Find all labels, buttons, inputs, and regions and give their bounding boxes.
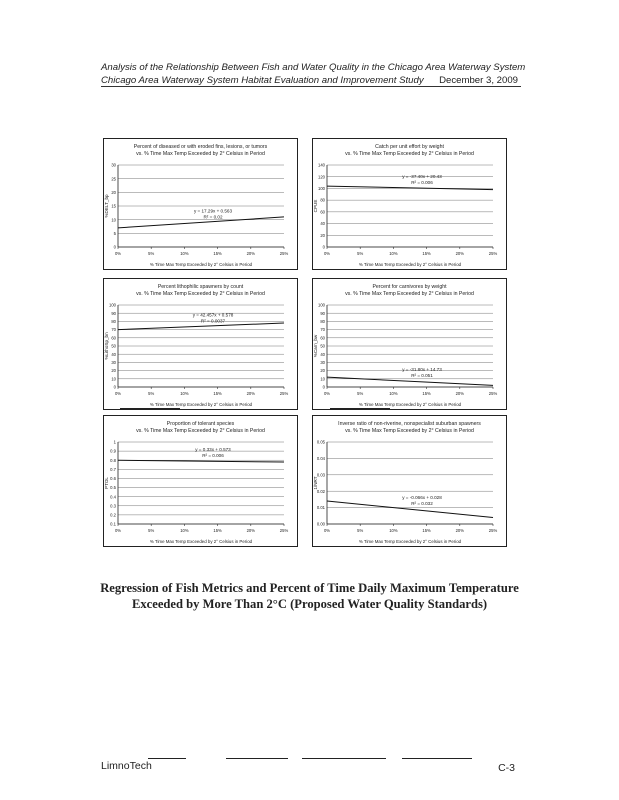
y-axis-label: %Carn_bw bbox=[313, 334, 318, 358]
x-tick-label: 15% bbox=[213, 528, 222, 533]
y-tick-label: 0 bbox=[322, 384, 325, 390]
y-tick-label: 80 bbox=[111, 319, 116, 324]
x-tick-label: 20% bbox=[455, 528, 464, 533]
y-tick-label: 50 bbox=[320, 343, 325, 349]
footer-company: LimnoTech bbox=[101, 760, 152, 772]
y-tick-label: 0.7 bbox=[110, 466, 116, 472]
y-tick-label: 0.3 bbox=[110, 503, 116, 509]
chart-panel-3 bbox=[103, 278, 298, 410]
y-tick-label: 40 bbox=[111, 351, 116, 357]
trend-line bbox=[118, 217, 284, 228]
chart-subtitle: vs. % Time Max Temp Exceeded by 2° Celsius in Period bbox=[136, 428, 265, 434]
y-tick-label: 0.4 bbox=[110, 494, 116, 500]
y-tick-label: 0 bbox=[113, 244, 116, 250]
y-tick-label: 60 bbox=[111, 335, 116, 341]
regression-equation: y = 0.33x + 0.573 bbox=[195, 447, 231, 453]
y-tick-label: 40 bbox=[320, 221, 325, 227]
y-axis-label: PTOL bbox=[104, 477, 109, 489]
header-subtitle: Chicago Area Waterway System Habitat Evaluation and Improvement Study bbox=[101, 75, 424, 86]
trend-line bbox=[327, 501, 493, 517]
r-squared: R² = 0.006 bbox=[411, 179, 433, 185]
x-tick-label: 20% bbox=[455, 251, 464, 256]
chart-svg bbox=[313, 279, 506, 409]
x-tick-label: 15% bbox=[422, 391, 431, 396]
chart-panel-5 bbox=[103, 415, 298, 547]
regression-equation: y = -31.80x + 14.73 bbox=[402, 367, 442, 372]
y-tick-label: 50 bbox=[111, 343, 116, 349]
y-tick-label: 80 bbox=[320, 197, 325, 203]
chart-title: Percent lithophilic spawners by count bbox=[157, 284, 244, 290]
y-tick-label: 30 bbox=[111, 360, 116, 365]
y-axis-label: %LithoSp_bn bbox=[104, 332, 109, 360]
y-tick-label: 0.2 bbox=[110, 512, 116, 518]
header-date: December 3, 2009 bbox=[439, 75, 518, 86]
x-tick-label: 25% bbox=[279, 251, 289, 256]
chart-title: Percent of diseased or with eroded fins, lesions, or tumors bbox=[133, 144, 268, 150]
y-tick-label: 0.02 bbox=[316, 488, 325, 494]
panel-rule bbox=[120, 408, 180, 409]
y-tick-label: 30 bbox=[320, 360, 325, 365]
y-tick-label: 90 bbox=[111, 310, 116, 316]
y-tick-label: 20 bbox=[111, 368, 116, 374]
x-tick-label: 20% bbox=[246, 251, 255, 256]
y-tick-label: 140 bbox=[318, 162, 325, 168]
chart-panel-4 bbox=[312, 278, 507, 410]
footer-rule bbox=[148, 758, 186, 759]
y-tick-label: 15 bbox=[111, 203, 116, 209]
chart-title: Proportion of tolerant species bbox=[166, 421, 235, 427]
x-tick-label: 0% bbox=[323, 391, 331, 396]
x-tick-label: 0% bbox=[114, 251, 122, 256]
y-tick-label: 1 bbox=[113, 439, 116, 445]
y-tick-label: 100 bbox=[109, 302, 116, 308]
x-tick-label: 25% bbox=[279, 391, 289, 396]
header-title: Analysis of the Relationship Between Fish and Water Quality in the Chicago Area Waterway System bbox=[101, 62, 526, 73]
y-tick-label: 20 bbox=[111, 189, 116, 195]
x-tick-label: 20% bbox=[246, 391, 255, 396]
x-tick-label: 5% bbox=[357, 251, 364, 256]
chart-panel-1 bbox=[103, 138, 298, 270]
x-tick-label: 25% bbox=[488, 251, 498, 256]
footer-rule bbox=[302, 758, 386, 759]
x-tick-label: 10% bbox=[389, 391, 398, 396]
panel-rule bbox=[330, 408, 390, 409]
x-tick-label: 10% bbox=[180, 391, 189, 396]
y-tick-label: 20 bbox=[320, 368, 325, 374]
header-rule bbox=[101, 86, 521, 87]
x-tick-label: 25% bbox=[488, 528, 498, 533]
footer-rule bbox=[402, 758, 472, 759]
panel-rule bbox=[440, 269, 500, 270]
chart-svg bbox=[313, 416, 506, 546]
y-tick-label: 100 bbox=[318, 302, 325, 308]
y-tick-label: 0.03 bbox=[316, 472, 325, 478]
y-tick-label: 10 bbox=[111, 217, 116, 223]
y-axis-label: 1/NRT bbox=[313, 476, 318, 490]
trend-line bbox=[118, 323, 284, 330]
x-axis-label: % Time Max Temp Exceeded by 2° Celsius in Period bbox=[149, 262, 253, 267]
y-tick-label: 25 bbox=[111, 176, 116, 182]
chart-panel-6 bbox=[312, 415, 507, 547]
trend-line bbox=[327, 186, 493, 190]
chart-subtitle: vs. % Time Max Temp Exceeded by 2° Celsius in Period bbox=[136, 291, 265, 297]
x-tick-label: 5% bbox=[148, 528, 155, 533]
chart-title: Catch per unit effort by weight bbox=[375, 144, 444, 150]
y-tick-label: 60 bbox=[320, 209, 325, 215]
x-axis-label: % Time Max Temp Exceeded by 2° Celsius in Period bbox=[358, 402, 462, 407]
x-axis-label: % Time Max Temp Exceeded by 2° Celsius in Period bbox=[149, 539, 253, 544]
y-tick-label: 0.00 bbox=[316, 521, 325, 527]
chart-svg bbox=[313, 139, 506, 269]
r-squared: R² = 0.051 bbox=[411, 373, 433, 378]
y-tick-label: 0.9 bbox=[110, 448, 116, 454]
footer-page-number: C-3 bbox=[498, 762, 515, 774]
r-squared: R² = 0.006 bbox=[202, 453, 224, 459]
x-tick-label: 0% bbox=[114, 391, 122, 396]
footer-rule bbox=[226, 758, 288, 759]
y-tick-label: 0 bbox=[322, 244, 325, 250]
chart-subtitle: vs. % Time Max Temp Exceeded by 2° Celsius in Period bbox=[345, 151, 474, 157]
chart-svg bbox=[104, 279, 297, 409]
panel-rule bbox=[120, 269, 180, 270]
x-tick-label: 20% bbox=[246, 528, 255, 533]
y-tick-label: 60 bbox=[320, 335, 325, 341]
x-axis-label: % Time Max Temp Exceeded by 2° Celsius in Period bbox=[358, 539, 462, 544]
figure-caption-line1: Regression of Fish Metrics and Percent of Time Daily Maximum Temperature bbox=[100, 581, 519, 595]
x-tick-label: 15% bbox=[213, 391, 222, 396]
y-tick-label: 30 bbox=[111, 162, 116, 168]
y-tick-label: 0.05 bbox=[316, 439, 325, 445]
x-tick-label: 10% bbox=[180, 528, 189, 533]
x-tick-label: 20% bbox=[455, 391, 464, 396]
y-tick-label: 0.6 bbox=[110, 476, 116, 482]
chart-subtitle: vs. % Time Max Temp Exceeded by 2° Celsius in Period bbox=[345, 291, 474, 297]
y-tick-label: 0.01 bbox=[316, 505, 325, 511]
y-tick-label: 0.04 bbox=[316, 456, 325, 461]
y-tick-label: 0 bbox=[113, 384, 116, 390]
y-tick-label: 90 bbox=[320, 310, 325, 316]
x-tick-label: 10% bbox=[180, 251, 189, 256]
x-tick-label: 5% bbox=[357, 528, 364, 533]
x-tick-label: 10% bbox=[389, 528, 398, 533]
trend-line bbox=[327, 377, 493, 385]
x-tick-label: 15% bbox=[213, 251, 222, 256]
trend-line bbox=[118, 460, 284, 462]
y-tick-label: 80 bbox=[320, 319, 325, 324]
panel-rule bbox=[330, 546, 390, 547]
x-tick-label: 0% bbox=[323, 251, 331, 256]
y-tick-label: 10 bbox=[111, 376, 116, 382]
r-squared: R² = 0.02 bbox=[203, 214, 223, 220]
x-tick-label: 5% bbox=[357, 391, 364, 396]
y-tick-label: 0.8 bbox=[110, 457, 116, 463]
chart-panel-2 bbox=[312, 138, 507, 270]
y-tick-label: 5 bbox=[113, 230, 116, 236]
y-tick-label: 120 bbox=[318, 174, 325, 180]
x-tick-label: 10% bbox=[389, 251, 398, 256]
x-axis-label: % Time Max Temp Exceeded by 2° Celsius in Period bbox=[358, 262, 462, 267]
regression-equation: y = -0.066x + 0.028 bbox=[402, 495, 442, 501]
x-tick-label: 0% bbox=[323, 528, 331, 533]
x-tick-label: 5% bbox=[148, 251, 155, 256]
x-tick-label: 15% bbox=[422, 251, 431, 256]
y-tick-label: 0.5 bbox=[110, 485, 116, 491]
x-tick-label: 0% bbox=[114, 528, 122, 533]
x-tick-label: 25% bbox=[279, 528, 289, 533]
x-tick-label: 25% bbox=[488, 391, 498, 396]
y-tick-label: 100 bbox=[318, 186, 325, 192]
chart-svg bbox=[104, 139, 297, 269]
x-axis-label: % Time Max Temp Exceeded by 2° Celsius in Period bbox=[149, 402, 253, 407]
panel-rule bbox=[120, 546, 180, 547]
chart-title: Percent for carnivores by weight bbox=[372, 284, 447, 290]
y-axis-label: CPUE bbox=[313, 199, 318, 213]
figure-caption-line2: Exceeded by More Than 2°C (Proposed Water Quality Standards) bbox=[131, 597, 488, 611]
y-tick-label: 10 bbox=[320, 376, 325, 382]
x-tick-label: 5% bbox=[148, 391, 155, 396]
chart-subtitle: vs. % Time Max Temp Exceeded by 2° Celsius in Period bbox=[136, 151, 265, 157]
y-tick-label: 0.1 bbox=[110, 521, 116, 527]
y-tick-label: 40 bbox=[320, 351, 325, 357]
y-tick-label: 70 bbox=[111, 327, 116, 333]
panel-rule bbox=[230, 269, 290, 270]
chart-svg bbox=[104, 416, 297, 546]
regression-equation: y = -37.40x + 20.43 bbox=[402, 173, 442, 179]
chart-title: Inverse ratio of non-riverine, nonspecialist suburban spawners bbox=[338, 421, 481, 427]
chart-subtitle: vs. % Time Max Temp Exceeded by 2° Celsius in Period bbox=[345, 428, 474, 434]
panel-rule bbox=[330, 269, 390, 270]
r-squared: R² = 0.0037 bbox=[200, 318, 226, 324]
x-tick-label: 15% bbox=[422, 528, 431, 533]
regression-equation: y = 17.29x + 0.563 bbox=[193, 208, 233, 214]
regression-equation: y = 42.457x + 0.578 bbox=[192, 312, 234, 318]
y-tick-label: 20 bbox=[320, 232, 325, 238]
r-squared: R² = 0.032 bbox=[411, 501, 433, 507]
y-tick-label: 70 bbox=[320, 327, 325, 333]
y-axis-label: %DELT_bp bbox=[104, 194, 109, 218]
